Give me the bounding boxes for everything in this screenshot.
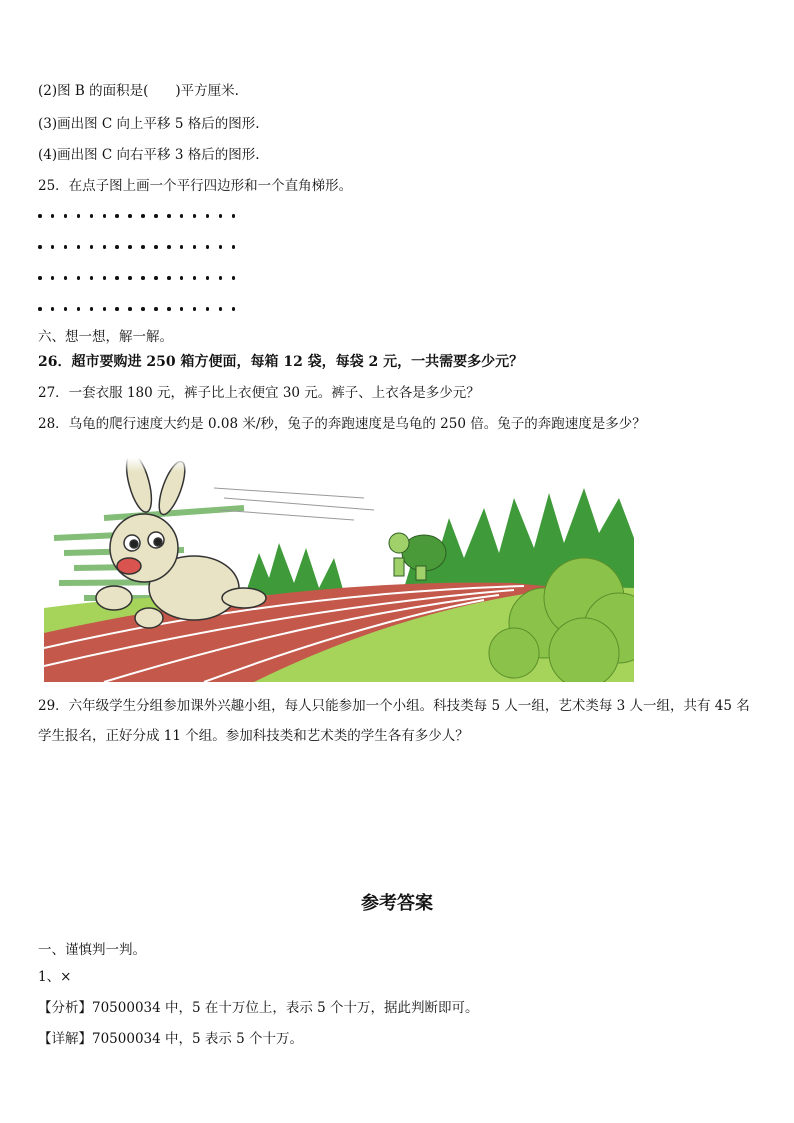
grid-dot[interactable] xyxy=(141,307,145,311)
answers-section-1: 一、谨慎判一判。 xyxy=(38,942,146,958)
grid-dot[interactable] xyxy=(51,307,55,311)
grid-dot[interactable] xyxy=(90,307,94,311)
grid-dot[interactable] xyxy=(128,214,132,218)
grid-dot[interactable] xyxy=(193,214,197,218)
grid-dot[interactable] xyxy=(103,245,107,249)
grid-dot[interactable] xyxy=(193,307,197,311)
grid-dot[interactable] xyxy=(167,276,171,280)
grid-dot[interactable] xyxy=(64,245,68,249)
grid-dot[interactable] xyxy=(77,214,81,218)
question-29-line-2: 学生报名，正好分成 11 个组。参加科技类和艺术类的学生各有多少人？ xyxy=(38,728,469,744)
answer-item-1: 1、× xyxy=(38,969,72,985)
grid-dot[interactable] xyxy=(219,214,223,218)
grid-dot[interactable] xyxy=(154,214,158,218)
grid-dot[interactable] xyxy=(64,214,68,218)
grid-dot[interactable] xyxy=(38,276,42,280)
grid-dot[interactable] xyxy=(206,245,210,249)
grid-dot[interactable] xyxy=(51,245,55,249)
grid-dot[interactable] xyxy=(90,245,94,249)
grid-dot[interactable] xyxy=(193,245,197,249)
grid-dot[interactable] xyxy=(167,214,171,218)
grid-dot[interactable] xyxy=(115,245,119,249)
race-drawing xyxy=(44,458,634,682)
question-25: 25．在点子图上画一个平行四边形和一个直角梯形。 xyxy=(38,178,353,194)
grid-dot[interactable] xyxy=(77,276,81,280)
dot-grid-row-1[interactable] xyxy=(38,211,238,221)
answers-title: 参考答案 xyxy=(361,893,433,914)
grid-dot[interactable] xyxy=(232,245,236,249)
dot-grid-row-2[interactable] xyxy=(38,242,238,252)
grid-dot[interactable] xyxy=(115,214,119,218)
grid-dot[interactable] xyxy=(51,214,55,218)
grid-dot[interactable] xyxy=(154,307,158,311)
grid-dot[interactable] xyxy=(103,214,107,218)
question-29-line-1: 29．六年级学生分组参加课外兴趣小组，每人只能参加一个小组。科技类每 5 人一组，艺术类每 3 人一组，共有 45 名 xyxy=(38,698,750,714)
grid-dot[interactable] xyxy=(77,307,81,311)
question-27: 27．一套衣服 180 元，裤子比上衣便宜 30 元。裤子、上衣各是多少元？ xyxy=(38,385,480,401)
grid-dot[interactable] xyxy=(38,214,42,218)
grid-dot[interactable] xyxy=(154,245,158,249)
grid-dot[interactable] xyxy=(128,245,132,249)
grid-dot[interactable] xyxy=(115,276,119,280)
dot-grid-row-4[interactable] xyxy=(38,304,238,314)
rabbit-turtle-race-illustration xyxy=(44,458,634,682)
grid-dot[interactable] xyxy=(180,307,184,311)
answer-analysis: 【分析】70500034 中，5 在十万位上，表示 5 个十万，据此判断即可。 xyxy=(38,1000,479,1016)
grid-dot[interactable] xyxy=(64,307,68,311)
grid-dot[interactable] xyxy=(90,276,94,280)
grid-dot[interactable] xyxy=(167,245,171,249)
grid-dot[interactable] xyxy=(180,276,184,280)
grid-dot[interactable] xyxy=(206,276,210,280)
grid-dot[interactable] xyxy=(219,245,223,249)
question-28: 28．乌龟的爬行速度大约是 0.08 米/秒，兔子的奔跑速度是乌龟的 250 倍。兔子的奔跑速度是多少？ xyxy=(38,416,646,432)
grid-dot[interactable] xyxy=(219,307,223,311)
question-26: 26．超市要购进 250 箱方便面，每箱 12 袋，每袋 2 元，一共需要多少元？ xyxy=(38,354,524,370)
grid-dot[interactable] xyxy=(64,276,68,280)
grid-dot[interactable] xyxy=(77,245,81,249)
grid-dot[interactable] xyxy=(232,214,236,218)
grid-dot[interactable] xyxy=(141,245,145,249)
grid-dot[interactable] xyxy=(180,245,184,249)
grid-dot[interactable] xyxy=(206,214,210,218)
grid-dot[interactable] xyxy=(232,307,236,311)
q24-part3: (3)画出图 C 向上平移 5 格后的图形. xyxy=(38,116,260,132)
section-6-heading: 六、想一想，解一解。 xyxy=(38,329,173,345)
q24-part2: (2)图 B 的面积是( )平方厘米. xyxy=(38,83,239,99)
grid-dot[interactable] xyxy=(128,307,132,311)
grid-dot[interactable] xyxy=(193,276,197,280)
grid-dot[interactable] xyxy=(141,214,145,218)
dot-grid-row-3[interactable] xyxy=(38,273,238,283)
grid-dot[interactable] xyxy=(167,307,171,311)
grid-dot[interactable] xyxy=(115,307,119,311)
grid-dot[interactable] xyxy=(180,214,184,218)
grid-dot[interactable] xyxy=(141,276,145,280)
grid-dot[interactable] xyxy=(232,276,236,280)
grid-dot[interactable] xyxy=(38,307,42,311)
grid-dot[interactable] xyxy=(51,276,55,280)
answer-detail: 【详解】70500034 中，5 表示 5 个十万。 xyxy=(38,1031,304,1047)
grid-dot[interactable] xyxy=(206,307,210,311)
q24-part4: (4)画出图 C 向右平移 3 格后的图形. xyxy=(38,147,260,163)
grid-dot[interactable] xyxy=(103,276,107,280)
grid-dot[interactable] xyxy=(219,276,223,280)
grid-dot[interactable] xyxy=(154,276,158,280)
grid-dot[interactable] xyxy=(128,276,132,280)
grid-dot[interactable] xyxy=(38,245,42,249)
grid-dot[interactable] xyxy=(90,214,94,218)
grid-dot[interactable] xyxy=(103,307,107,311)
